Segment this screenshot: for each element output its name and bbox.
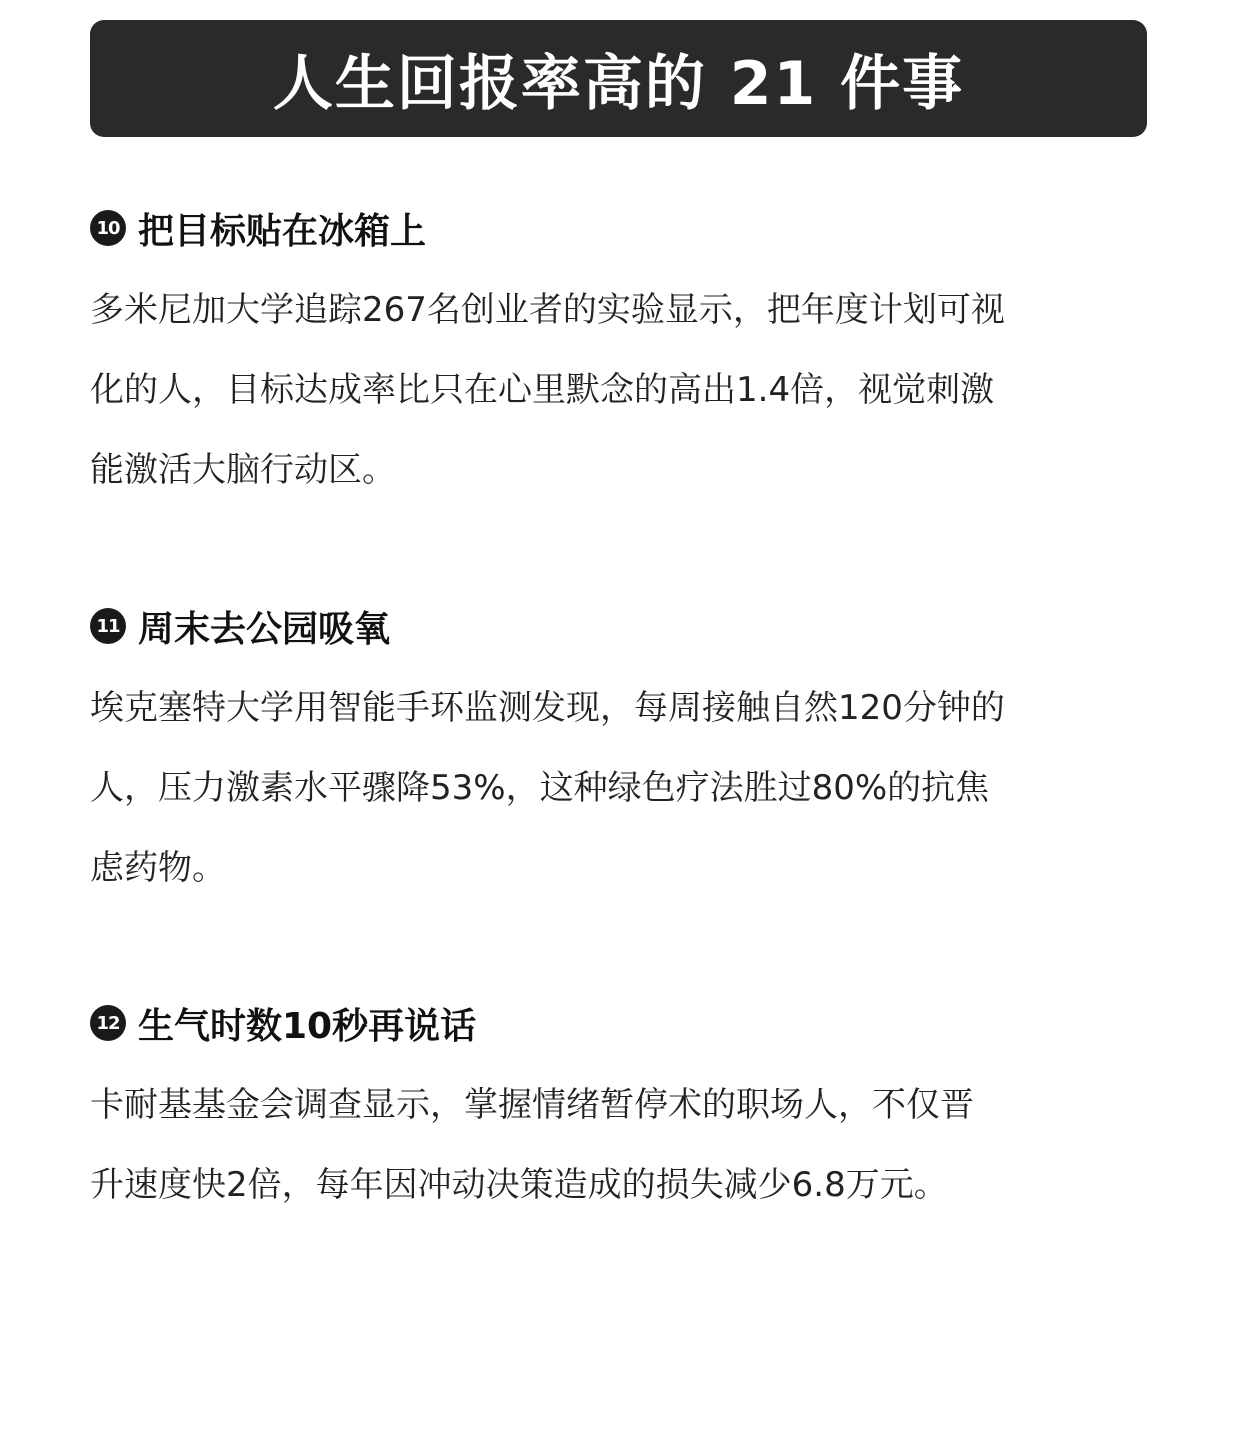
title-banner xyxy=(90,20,1147,137)
item-body xyxy=(90,668,1150,908)
item-heading xyxy=(90,995,1150,1051)
body-line: 埃克塞特大学用智能手环监测发现，每周接触自然120分钟的 xyxy=(90,688,1005,728)
item-number-badge: 11 xyxy=(90,608,126,644)
page-title: 人生回报率高的 21 件事 xyxy=(272,48,965,119)
item-body xyxy=(90,1065,1150,1225)
item-title: 把目标贴在冰箱上 xyxy=(138,210,427,252)
item-section-11 xyxy=(90,598,1150,908)
body-line: 多米尼加大学追踪267名创业者的实验显示，把年度计划可视 xyxy=(90,290,1005,330)
item-number-badge: 12 xyxy=(90,1005,126,1041)
body-line: 人，压力激素水平骤降53%，这种绿色疗法胜过80%的抗焦 xyxy=(90,768,990,808)
item-number-badge: 10 xyxy=(90,210,126,246)
item-title: 周末去公园吸氧 xyxy=(138,608,391,650)
body-line: 化的人，目标达成率比只在心里默念的高出1.4倍，视觉刺激 xyxy=(90,370,995,410)
body-line: 能激活大脑行动区。 xyxy=(90,450,396,490)
body-line: 升速度快2倍，每年因冲动决策造成的损失减少6.8万元。 xyxy=(90,1165,948,1205)
item-heading xyxy=(90,598,1150,654)
item-body xyxy=(90,270,1150,510)
item-section-10 xyxy=(90,200,1150,510)
item-section-12 xyxy=(90,995,1150,1225)
body-line: 虑药物。 xyxy=(90,848,226,888)
item-heading xyxy=(90,200,1150,256)
body-line: 卡耐基基金会调查显示，掌握情绪暂停术的职场人，不仅晋 xyxy=(90,1085,974,1125)
item-title: 生气时数10秒再说话 xyxy=(138,1005,477,1047)
